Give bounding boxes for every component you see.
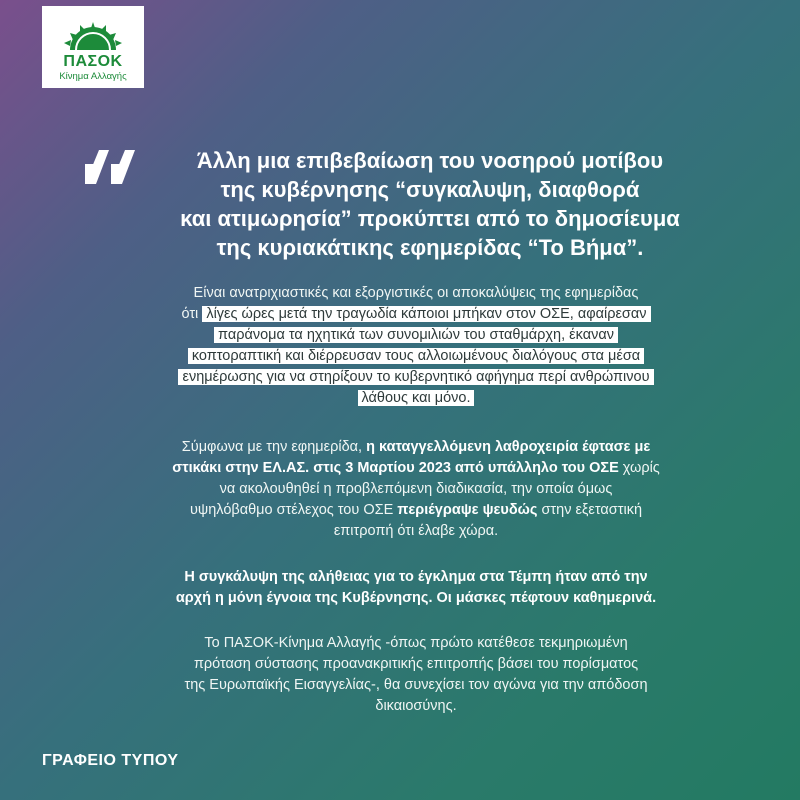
paragraph-coverup-statement bbox=[96, 567, 736, 609]
highlighted-text: ενημέρωσης για να στηρίξουν το κυβερνητικό αφήγημα περί ανθρώπινου bbox=[178, 369, 653, 385]
paragraph-text: στην εξεταστική bbox=[537, 502, 643, 518]
paragraph-line bbox=[96, 346, 736, 367]
paragraph-line bbox=[96, 437, 736, 458]
paragraph-line: να ακολουθηθεί η προβλεπόμενη διαδικασία, την οποία όμως bbox=[219, 481, 613, 497]
paragraph-party-commitment bbox=[96, 633, 736, 717]
paragraph-text: υψηλόβαθμο στέλεχος του ΟΣΕ bbox=[189, 502, 398, 518]
paragraph-line bbox=[96, 367, 736, 388]
paragraph-line bbox=[96, 304, 736, 325]
paragraph-line: αρχή η μόνη έγνοια της Κυβέρνησης. Οι μάσκες πέφτουν καθημερινά. bbox=[175, 590, 657, 606]
pasok-logo bbox=[42, 6, 144, 88]
paragraph-revelations bbox=[96, 283, 736, 409]
paragraph-text: χωρίς bbox=[618, 460, 660, 476]
paragraph-line: Η συγκάλυψη της αλήθειας για το έγκλημα στα Τέμπη ήταν από την bbox=[184, 569, 648, 585]
paragraph-line bbox=[96, 388, 736, 409]
bold-text: η καταγγελλόμενη λαθροχειρία έφτασε με bbox=[366, 439, 651, 455]
press-office-label: ΓΡΑΦΕΙΟ ΤΥΠΟΥ bbox=[42, 752, 179, 769]
paragraph-newspaper-report bbox=[96, 437, 736, 542]
highlighted-text: λίγες ώρες μετά την τραγωδία κάποιοι μπήκαν στον ΟΣΕ, αφαίρεσαν bbox=[202, 306, 650, 322]
bold-text: στικάκι στην ΕΛ.ΑΣ. στις 3 Μαρτίου 2023 από υπάλληλο του ΟΣΕ bbox=[172, 460, 619, 476]
headline-line: της κυριακάτικης εφημερίδας “Το Βήμα”. bbox=[216, 235, 644, 260]
highlighted-text: παράνομα τα ηχητικά των συνομιλιών του σταθμάρχη, έκαναν bbox=[214, 327, 618, 343]
logo-subtitle: Κίνημα Αλλαγής bbox=[59, 71, 127, 82]
paragraph-line: δικαιοσύνης. bbox=[375, 698, 457, 714]
headline-line: της κυβέρνησης “συγκαλυψη, διαφθορά bbox=[220, 177, 640, 202]
paragraph-line bbox=[96, 458, 736, 479]
quote-mark-icon bbox=[85, 150, 141, 184]
highlighted-text: λάθους και μόνο. bbox=[358, 390, 475, 406]
headline-quote bbox=[150, 146, 710, 262]
paragraph-line bbox=[96, 325, 736, 346]
highlighted-text: κοπτοραπτική και διέρρευσαν τους αλλοιωμένους διαλόγους στα μέσα bbox=[188, 348, 644, 364]
paragraph-line: Είναι ανατριχιαστικές και εξοργιστικές οι αποκαλύψεις της εφημερίδας bbox=[193, 285, 639, 301]
paragraph-line: πρόταση σύστασης προανακριτικής επιτροπής βάσει του πορίσματος bbox=[193, 656, 639, 672]
paragraph-line: της Ευρωπαϊκής Εισαγγελίας-, θα συνεχίσει τον αγώνα για την απόδοση bbox=[184, 677, 648, 693]
paragraph-text: ότι bbox=[181, 306, 203, 322]
paragraph-line: Το ΠΑΣΟΚ-Κίνημα Αλλαγής -όπως πρώτο κατέθεσε τεκμηριωμένη bbox=[204, 635, 628, 651]
headline-line: και ατιμωρησία” προκύπτει από το δημοσίευμα bbox=[180, 206, 680, 231]
green-sun-icon bbox=[62, 22, 124, 52]
bold-text: περιέγραψε ψευδώς bbox=[397, 502, 538, 518]
paragraph-line: επιτροπή ότι έλαβε χώρα. bbox=[333, 523, 499, 539]
paragraph-line bbox=[96, 500, 736, 521]
logo-name: ΠΑΣΟΚ bbox=[63, 53, 123, 70]
headline-line: Άλλη μια επιβεβαίωση του νοσηρού μοτίβου bbox=[196, 148, 664, 173]
paragraph-text: Σύμφωνα με την εφημερίδα, bbox=[181, 439, 367, 455]
